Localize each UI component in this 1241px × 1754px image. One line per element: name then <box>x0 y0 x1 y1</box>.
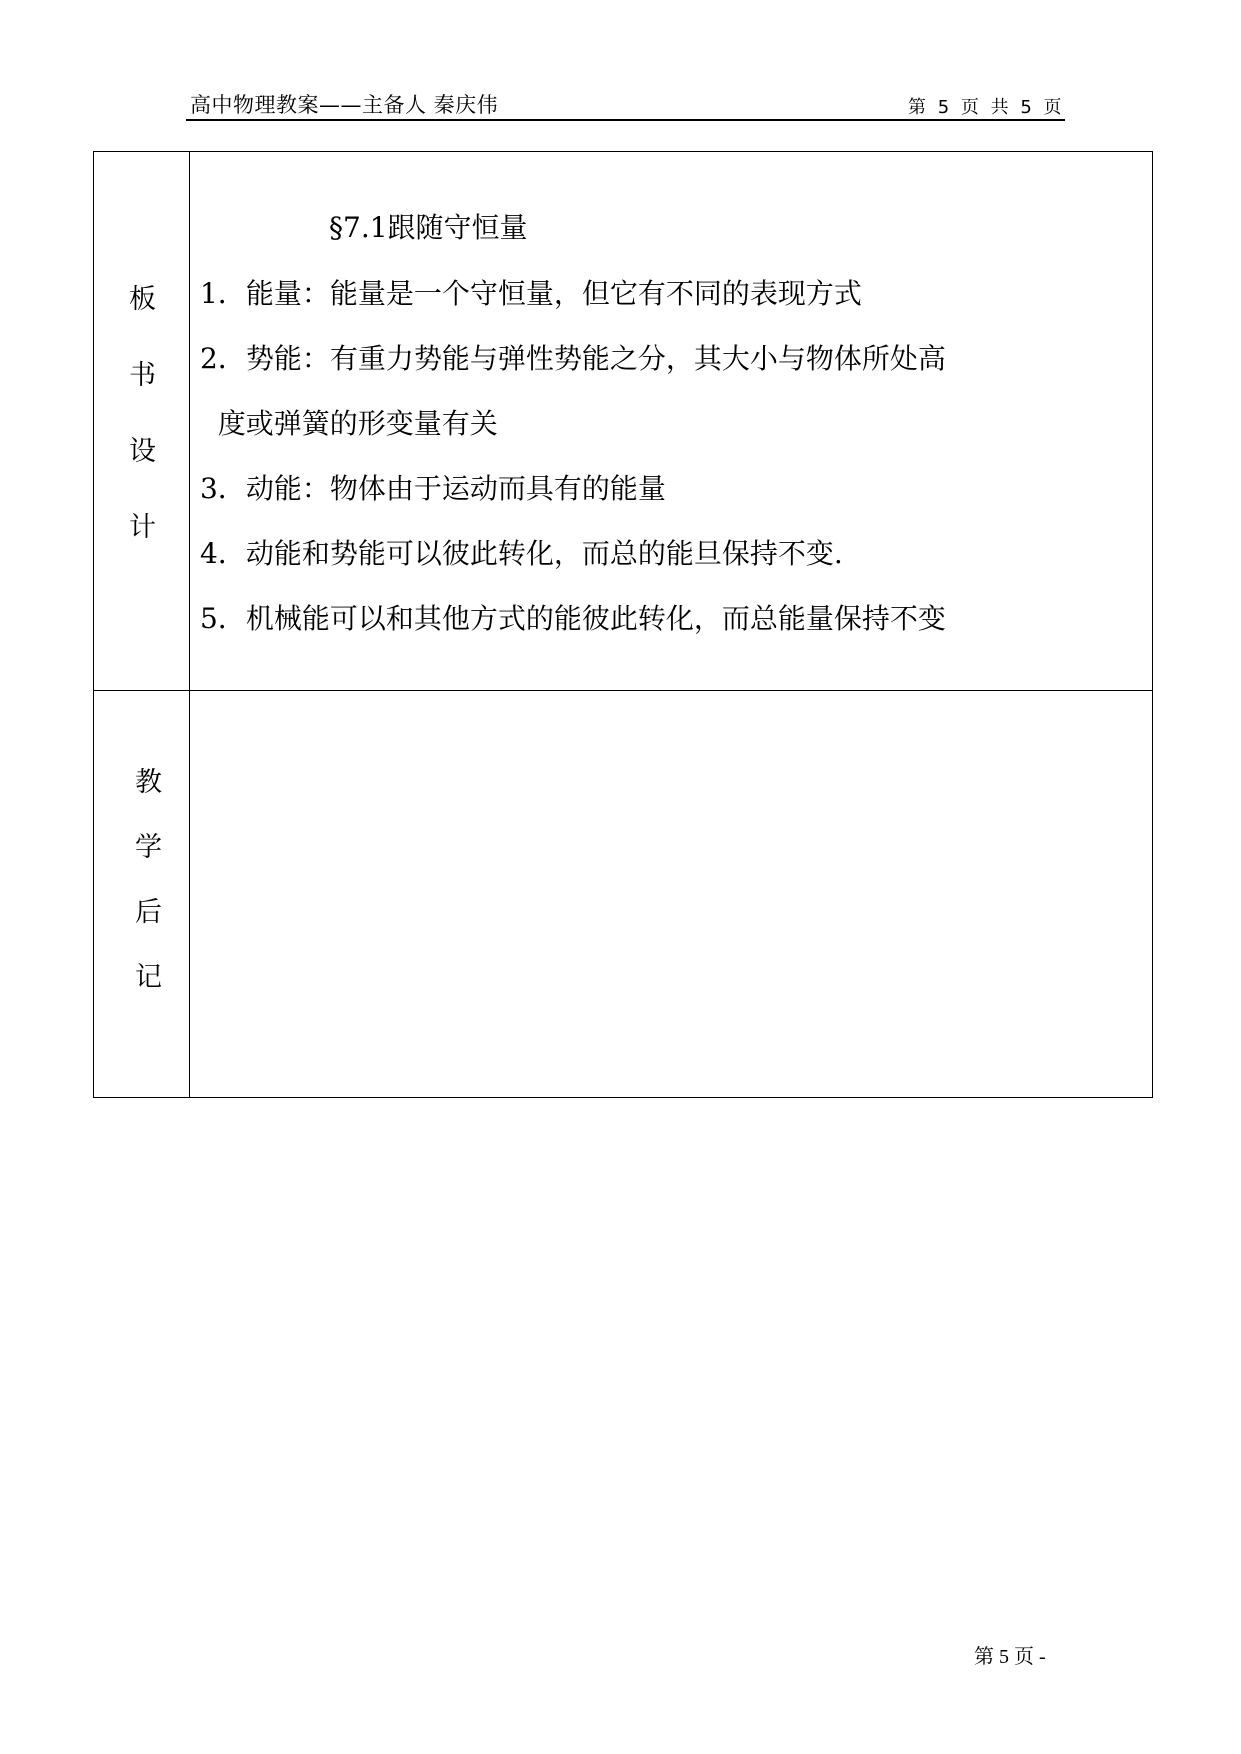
header-page-count: 第 5 页 共 5 页 <box>908 97 1065 118</box>
header-title: 高中物理教案——主备人 秦庆伟 <box>190 93 499 117</box>
board-design-row <box>94 152 1153 691</box>
label-char: 记 <box>135 962 162 993</box>
content-line: 度或弹簧的形变量有关 <box>200 407 498 440</box>
board-design-label <box>94 152 189 589</box>
label-char: 书 <box>129 360 156 391</box>
content-line: 4．动能和势能可以彼此转化，而总的能旦保持不变. <box>200 537 843 570</box>
teaching-reflection-label <box>94 691 189 1028</box>
board-design-content-cell <box>190 152 1153 691</box>
label-char: 设 <box>129 436 156 467</box>
teaching-reflection-row <box>94 691 1153 1098</box>
label-char: 教 <box>135 767 162 798</box>
content-line: 2．势能：有重力势能与弹性势能之分，其大小与物体所处高 <box>200 342 946 375</box>
footer-page-number: 第 5 页 - <box>974 1646 1046 1668</box>
content-line: 5．机械能可以和其他方式的能彼此转化，而总能量保持不变 <box>200 602 946 635</box>
label-char: 板 <box>129 284 156 315</box>
label-char: 后 <box>135 897 162 928</box>
content-line: 3．动能：物体由于运动而具有的能量 <box>200 472 666 505</box>
board-design-label-cell <box>94 152 190 691</box>
header-rule <box>186 119 1065 121</box>
label-char: 计 <box>129 512 156 543</box>
lesson-plan-table <box>93 151 1153 1098</box>
content-line: 1．能量：能量是一个守恒量，但它有不同的表现方式 <box>200 277 862 310</box>
section-title: §7.1跟随守恒量 <box>329 211 528 244</box>
teaching-reflection-content-cell <box>190 691 1153 1098</box>
label-char: 学 <box>135 832 162 863</box>
teaching-reflection-label-cell <box>94 691 190 1098</box>
